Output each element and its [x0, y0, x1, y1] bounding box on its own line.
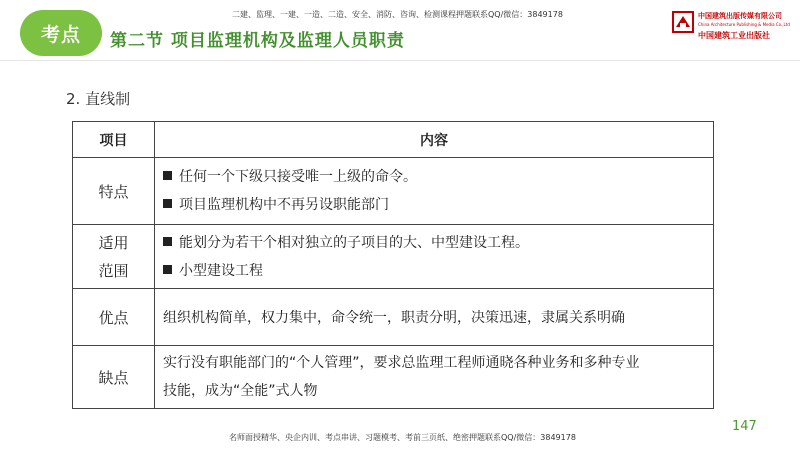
table-row: [73, 225, 714, 289]
content-table: [72, 121, 714, 409]
disadvantage-line1: 实行没有职能部门的“个人管理”，要求总监理工程师通晓各种业务和多种专业: [163, 355, 640, 371]
square-bullet-icon: [163, 171, 172, 180]
table-header-row: [73, 122, 714, 158]
square-bullet-icon: [163, 237, 172, 246]
disadvantage-line2: 技能，成为“全能”式人物: [163, 383, 318, 399]
row-content-disadvantages: [155, 346, 714, 409]
row-item-disadvantages: 缺点: [73, 346, 155, 409]
column-header-item: 项目: [73, 122, 155, 158]
bullet-text: 小型建设工程: [179, 262, 263, 279]
bullet-line: [163, 257, 705, 285]
row-item-scope: [73, 225, 155, 289]
bullet-line: [163, 163, 705, 191]
row-item-advantages: 优点: [73, 289, 155, 346]
bullet-line: [163, 229, 705, 257]
bullet-line: [163, 191, 705, 219]
publisher-name-press: 中国建筑工业出版社: [698, 31, 770, 40]
row-item-scope-line2: 范围: [98, 261, 129, 280]
row-content-features: [155, 158, 714, 225]
page-title: 第二节 项目监理机构及监理人员职责: [110, 31, 405, 51]
publisher-name-en: China Architecture Publishing & Media Co.,Ltd: [698, 22, 790, 27]
column-header-content: 内容: [155, 122, 714, 158]
row-content-scope: [155, 225, 714, 289]
page-number: 147: [732, 419, 757, 434]
square-bullet-icon: [163, 265, 172, 274]
table-row: [73, 346, 714, 409]
table-row: [73, 158, 714, 225]
publisher-name-cn: 中国建筑出版传媒有限公司: [698, 12, 782, 20]
row-content-advantages: 组织机构简单，权力集中，命令统一，职责分明，决策迅速，隶属关系明确: [155, 289, 714, 346]
bullet-text: 项目监理机构中不再另设职能部门: [179, 197, 389, 213]
publisher-logo-block: [672, 11, 790, 45]
header-contact-note: 二建、监理、一建、一造、二造、安全、消防、咨询、检测课程押题联系QQ/微信：3849178: [232, 10, 563, 19]
bullet-text: 任何一个下级只接受唯一上级的命令。: [179, 169, 417, 185]
square-bullet-icon: [163, 199, 172, 208]
row-item-features: 特点: [73, 158, 155, 225]
topic-badge: 考点: [20, 10, 102, 56]
footer-contact-note: 名师面授精华、央企内训、考点串讲、习题模考、考前三页纸、绝密押题联系QQ/微信：3849178: [229, 433, 576, 442]
table-row: [73, 289, 714, 346]
header-divider: [0, 60, 800, 61]
bullet-text: 能划分为若干个相对独立的子项目的大、中型建设工程。: [179, 234, 529, 251]
row-item-scope-line1: 适用: [98, 233, 129, 252]
section-heading: 2. 直线制: [66, 90, 131, 108]
publisher-logo-icon: [672, 11, 694, 33]
